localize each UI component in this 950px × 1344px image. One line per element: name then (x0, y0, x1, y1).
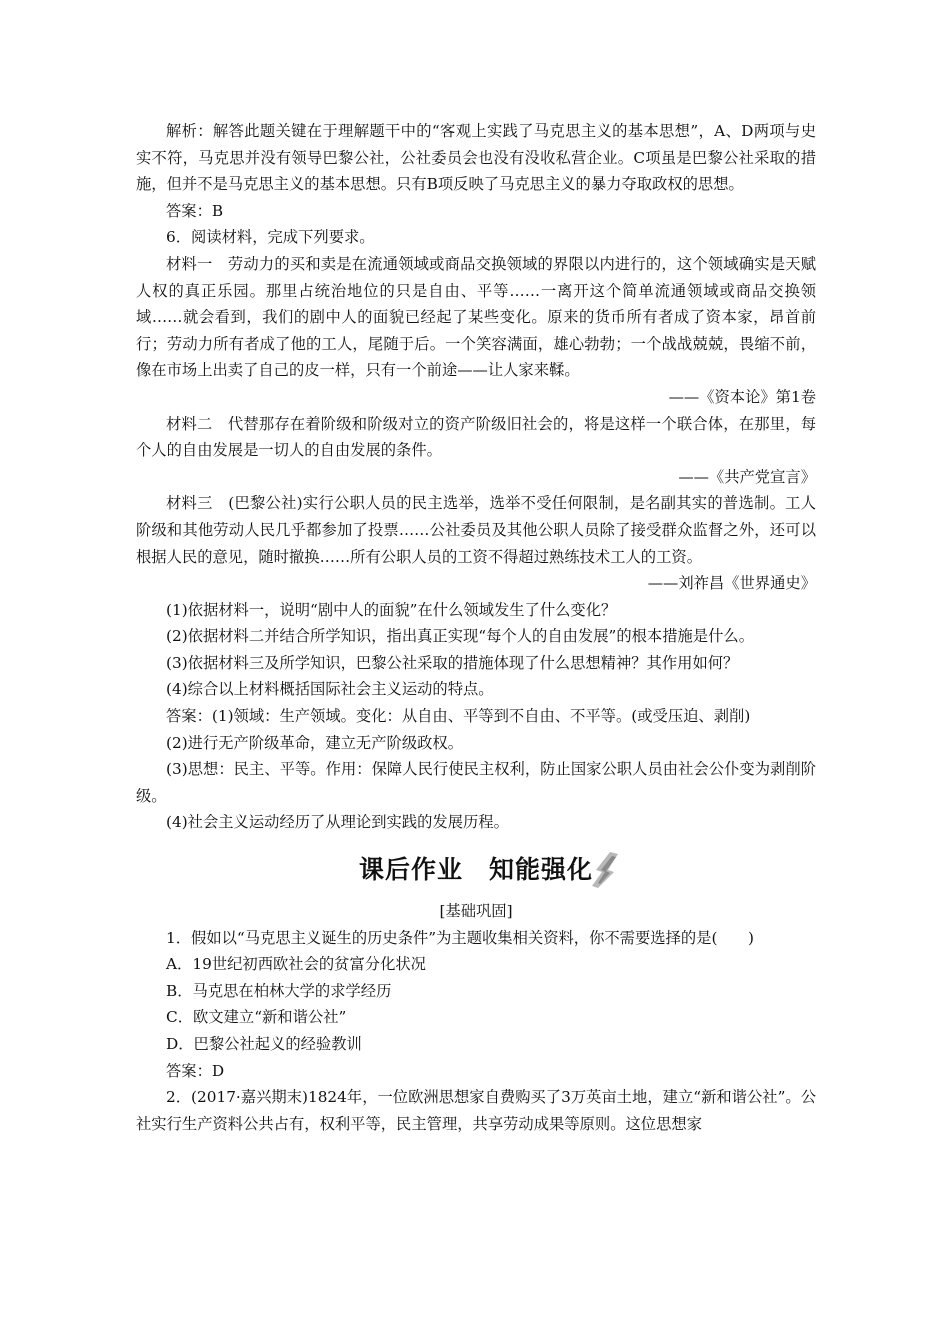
sub-question-2: (2)依据材料二并结合所学知识，指出真正实现“每个人的自由发展”的根本措施是什么。 (166, 627, 754, 646)
material-2: 材料二 代替那存在着阶级和阶级对立的资产阶级旧社会的，将是这样一个联合体，在那里，每个人的自由发展是一切人的自由发展的条件。 (136, 414, 816, 460)
analysis-paragraph: 解析：解答此题关键在于理解题干中的“客观上实践了马克思主义的基本思想”，A、D两项与史实不符，马克思并没有领导巴黎公社，公社委员会也没有没收私营企业。C项虽是巴黎公社采取的措施，但并不是马克思主义的基本思想。只有B项反映了马克思主义的暴力夺取政权的思想。 (136, 122, 816, 194)
section-label: [基础巩固] (439, 902, 513, 921)
option-b: B．马克思在柏林大学的求学经历 (166, 981, 392, 1000)
material-3-source: ——刘祚昌《世界通史》 (647, 574, 816, 593)
sub-question-3: (3)依据材料三及所学知识，巴黎公社采取的措施体现了什么思想精神？其作用如何？ (166, 653, 739, 672)
section-banner (136, 844, 816, 896)
material-3: 材料三 (巴黎公社)实行公职人员的民主选举，选举不受任何限制，是名副其实的普选制。工人阶级和其他劳动人民几乎都参加了投票……公社委员及其他公职人员除了接受群众监督之外，还可以根据人民的意见，随时撤换……所有公职人员的工资不得超过熟练技术工人的工资。 (136, 494, 816, 566)
question-1-stem: 1．假如以“马克思主义诞生的历史条件”为主题收集相关资料，你不需要选择的是( ) (166, 928, 754, 947)
question-6-stem: 6．阅读材料，完成下列要求。 (166, 228, 375, 247)
banner-title: 课后作业 知能强化 (358, 855, 593, 885)
sub-question-1: (1)依据材料一，说明“剧中人的面貌”在什么领域发生了什么变化？ (166, 600, 617, 619)
option-a: A．19世纪初西欧社会的贫富分化状况 (166, 955, 426, 974)
material-2-source: ——《共产党宣言》 (678, 467, 816, 486)
sub-question-4: (4)综合以上材料概括国际社会主义运动的特点。 (166, 680, 494, 699)
question-1-answer: 答案：D (166, 1061, 225, 1080)
answer-line: 答案：B (166, 201, 224, 220)
question-2-stem: 2．(2017·嘉兴期末)1824年，一位欧洲思想家自费购买了3万英亩土地，建立“新和谐公社”。公社实行生产资料公共占有，权利平等，民主管理，共享劳动成果等原则。这位思想家 (136, 1088, 816, 1133)
material-1-source: ——《资本论》第1卷 (668, 387, 816, 406)
option-d: D．巴黎公社起义的经验教训 (166, 1035, 362, 1053)
material-1: 材料一 劳动力的买和卖是在流通领域或商品交换领域的界限以内进行的，这个领域确实是天赋人权的真正乐园。那里占统治地位的只是自由、平等……一离开这个简单流通领域或商品交换领域……就会看到，我们的剧中人的面貌已经起了某些变化。原来的货币所有者成了资本家，昂首前行；劳动力所有者成了他的工人，尾随于后。一个笑容满面，雄心勃勃；一个战战兢兢，畏缩不前，像在市场上出卖了自己的皮一样，只有一个前途——让人家来鞣。 (136, 254, 816, 380)
answer-1: 答案：(1)领域：生产领域。变化：从自由、平等到不自由、不平等。(或受压迫、剥削) (166, 707, 751, 726)
document-page (136, 118, 816, 1137)
option-c: C．欧文建立“新和谐公社” (166, 1008, 347, 1027)
answer-3: (3)思想：民主、平等。作用：保障人民行使民主权利，防止国家公职人员由社会公仆变为剥削阶级。 (136, 760, 816, 805)
answer-2: (2)进行无产阶级革命，建立无产阶级政权。 (166, 733, 464, 752)
answer-4: (4)社会主义运动经历了从理论到实践的发展历程。 (166, 813, 509, 832)
